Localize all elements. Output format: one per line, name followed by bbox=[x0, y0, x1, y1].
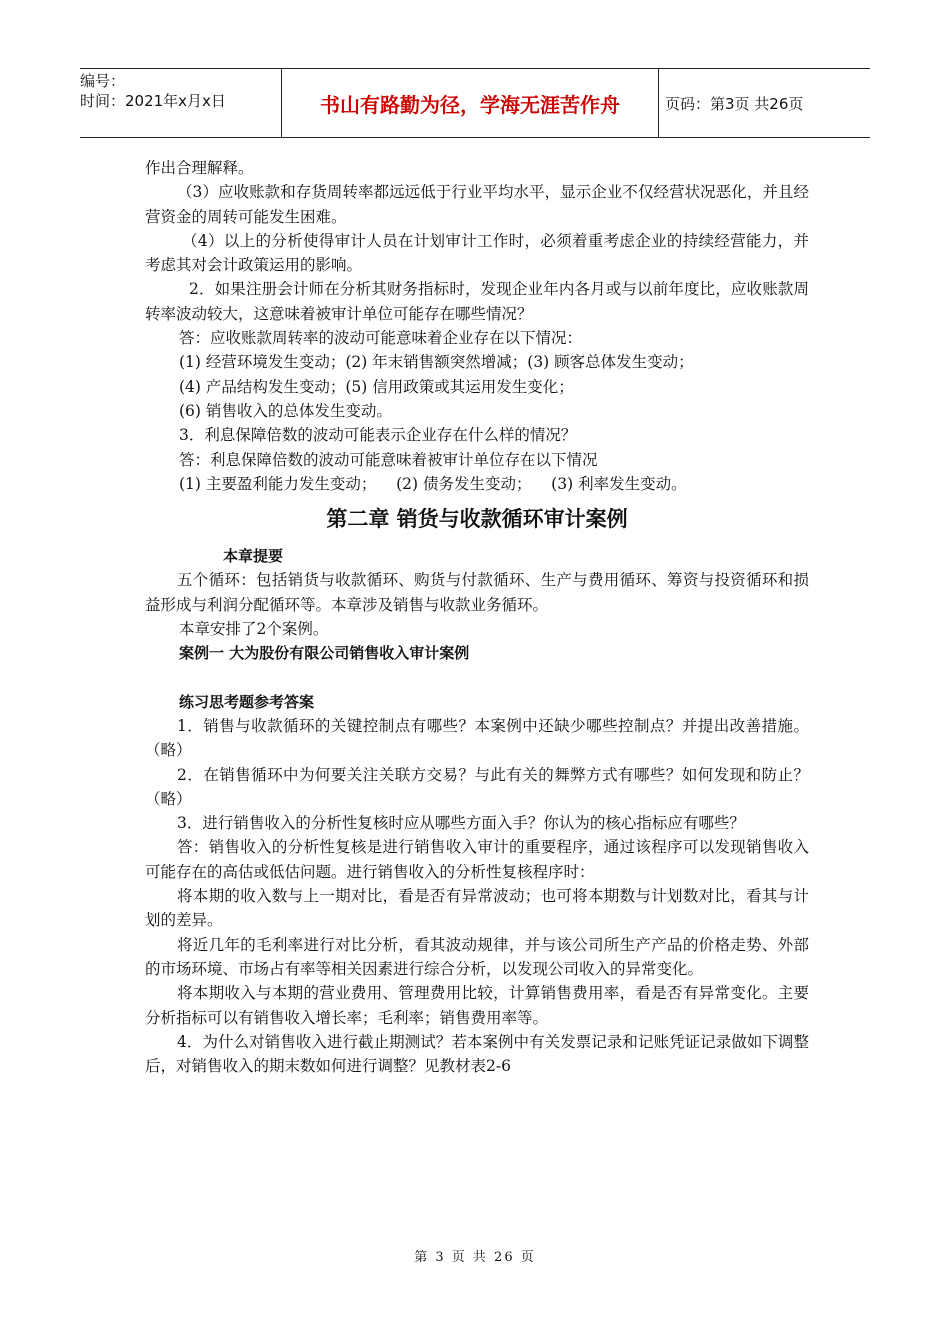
question: 1．销售与收款循环的关键控制点有哪些？本案例中还缺少哪些控制点？并提出改善措施。（略） bbox=[145, 716, 809, 760]
section-heading: 练习思考题参考答案 bbox=[179, 692, 315, 711]
list-item: (4) 产品结构发生变动；(5) 信用政策或其运用发生变化； bbox=[179, 377, 574, 396]
page-footer: 第 3 页 共 26 页 bbox=[414, 1250, 536, 1265]
header-motto: 书山有路勤为径，学海无涯苦作舟 bbox=[281, 69, 659, 137]
paragraph: 五个循环：包括销货与收款循环、购货与付款循环、生产与费用循环、筹资与投资循环和损益形成与利润分配循环等。本章涉及销售与收款业务循环。 bbox=[145, 571, 809, 614]
question: 2．在销售循环中为何要关注关联方交易？与此有关的舞弊方式有哪些？如何发现和防止？（略） bbox=[145, 765, 809, 808]
list-item: (6) 销售收入的总体发生变动。 bbox=[179, 401, 392, 420]
question: 3．进行销售收入的分析性复核时应从哪些方面入手？你认为的核心指标应有哪些？ bbox=[177, 814, 745, 833]
answer: 答：利息保障倍数的波动可能意味着被审计单位存在以下情况 bbox=[179, 450, 598, 469]
paragraph: 2．如果注册会计师在分析其财务指标时，发现企业年内各月或与以前年度比，应收账款周转率波动较大，这意味着被审计单位可能存在哪些情况？ bbox=[145, 280, 809, 323]
paragraph: 作出合理解释。 bbox=[145, 159, 254, 177]
paragraph: （3）应收账款和存货周转率都远远低于行业平均水平，显示企业不仅经营状况恶化，并且经营资金的周转可能发生困难。 bbox=[145, 183, 809, 226]
case-title: 案例一 大为股份有限公司销售收入审计案例 bbox=[179, 644, 470, 663]
section-heading: 本章提要 bbox=[223, 547, 284, 566]
question: 3．利息保障倍数的波动可能表示企业存在什么样的情况？ bbox=[179, 426, 577, 445]
paragraph: 本章安排了2个案例。 bbox=[179, 620, 329, 639]
list-item: (1) 经营环境发生变动；(2) 年末销售额突然增减；(3) 顾客总体发生变动； bbox=[179, 353, 694, 372]
paragraph: 将本期收入与本期的营业费用、管理费用比较，计算销售费用率，看是否有异常变化。主要分析指标可以有销售收入增长率；毛利率；销售费用率等。 bbox=[145, 984, 809, 1027]
header-time: 时间：2021年x月x日 bbox=[80, 92, 226, 110]
paragraph: 将近几年的毛利率进行对比分析，看其波动规律，并与该公司所生产产品的价格走势、外部的市场环境、市场占有率等相关因素进行综合分析，以发现公司收入的异常变化。 bbox=[145, 935, 809, 978]
header-number: 编号： bbox=[80, 72, 126, 90]
document-body bbox=[145, 156, 809, 1078]
header-meta bbox=[80, 69, 280, 137]
paragraph: （4）以上的分析使得审计人员在计划审计工作时，必须着重考虑企业的持续经营能力，并考虑其对会计政策运用的影响。 bbox=[145, 231, 809, 275]
list-item: (1) 主要盈利能力发生变动； (2) 债务发生变动； (3) 利率发生变动。 bbox=[179, 474, 687, 493]
answer: 答：销售收入的分析性复核是进行销售收入审计的重要程序，通过该程序可以发现销售收入可能存在的高估或低估问题。进行销售收入的分析性复核程序时： bbox=[145, 838, 809, 881]
page-header bbox=[80, 68, 870, 138]
answer: 答：应收账款周转率的波动可能意味着企业存在以下情况： bbox=[179, 329, 583, 348]
question: 4．为什么对销售收入进行截止期测试？若本案例中有关发票记录和记账凭证记录做如下调整后，对销售收入的期末数如何进行调整？见教材表2-6 bbox=[145, 1032, 809, 1076]
chapter-title: 第二章 销货与收款循环审计案例 bbox=[326, 507, 628, 532]
paragraph: 将本期的收入数与上一期对比，看是否有异常波动；也可将本期数与计划数对比，看其与计划的差异。 bbox=[145, 887, 809, 930]
header-page-label: 页码：第3页 共26页 bbox=[665, 94, 804, 113]
